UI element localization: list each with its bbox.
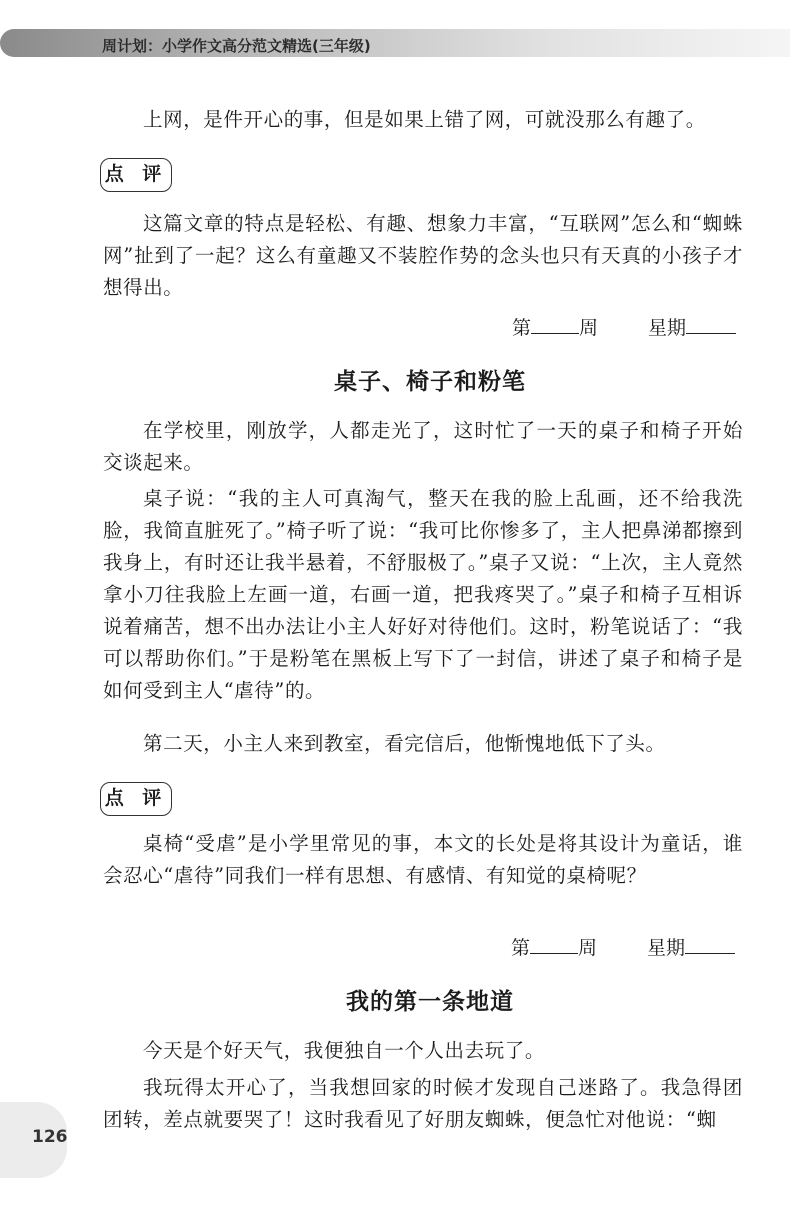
- article2-paragraph-1: 今天是个好天气，我便独自一个人出去玩了。: [143, 1039, 546, 1062]
- weekday-blank: [685, 933, 735, 954]
- weekday-blank: [686, 313, 736, 334]
- article2-title: 我的第一条地道: [346, 989, 514, 1015]
- running-header-title: 周计划：小学作文高分范文精选(三年级): [102, 37, 371, 55]
- week-suffix: 周: [579, 317, 599, 339]
- week-prefix: 第: [511, 937, 531, 959]
- article1-title: 桌子、椅子和粉笔: [334, 369, 526, 395]
- previous-closing-line: 上网，是件开心的事，但是如果上错了网，可就没那么有趣了。: [143, 108, 706, 131]
- article2-paragraph-2: 我玩得太开心了，当我想回家的时候才发现自己迷路了。我急得团团转，差点就要哭了！这时我看见了好朋友蜘蛛，便急忙对他说：“蜘: [103, 1076, 743, 1131]
- week-blank: [531, 313, 579, 334]
- previous-comment-text: 这篇文章的特点是轻松、有趣、想象力丰富，“互联网”怎么和“蜘蛛网”扯到了一起？这么有童趣又不装腔作势的念头也只有天真的小孩子才想得出。: [103, 212, 743, 299]
- date-line-article1: [512, 313, 736, 340]
- weekday-label: 星期: [648, 317, 687, 339]
- article1-comment-text: 桌椅“受虐”是小学里常见的事，本文的长处是将其设计为童话，谁会忍心“虐待”同我们一样有思想、有感情、有知觉的桌椅呢？: [103, 832, 743, 887]
- week-prefix: 第: [512, 317, 532, 339]
- article1-paragraph-1: 在学校里，刚放学，人都走光了，这时忙了一天的桌子和椅子开始交谈起来。: [103, 419, 743, 474]
- weekday-label: 星期: [647, 937, 686, 959]
- article1-paragraph-3: 第二天，小主人来到教室，看完信后，他惭愧地低下了头。: [143, 732, 666, 755]
- date-line-article2: [511, 933, 735, 960]
- comment-tag-previous: 点 评: [100, 158, 172, 192]
- week-suffix: 周: [578, 937, 598, 959]
- comment-tag-article1: 点 评: [100, 782, 172, 816]
- week-blank: [530, 933, 578, 954]
- page-number: 126: [32, 1127, 68, 1147]
- article1-paragraph-2: 桌子说：“我的主人可真淘气，整天在我的脸上乱画，还不给我洗脸，我简直脏死了。”椅子听了说：“我可比你惨多了，主人把鼻涕都擦到我身上，有时还让我半悬着，不舒服极了。”桌子又说：“上次，主人竟然拿小刀往我脸上左画一道，右画一道，把我疼哭了。”桌子和椅子互相诉说着痛苦，想不出办法让小主人好好对待他们。这时，粉笔说话了：“我可以帮助你们。”于是粉笔在黑板上写下了一封信，讲述了桌子和椅子是如何受到主人“虐待”的。: [103, 487, 743, 702]
